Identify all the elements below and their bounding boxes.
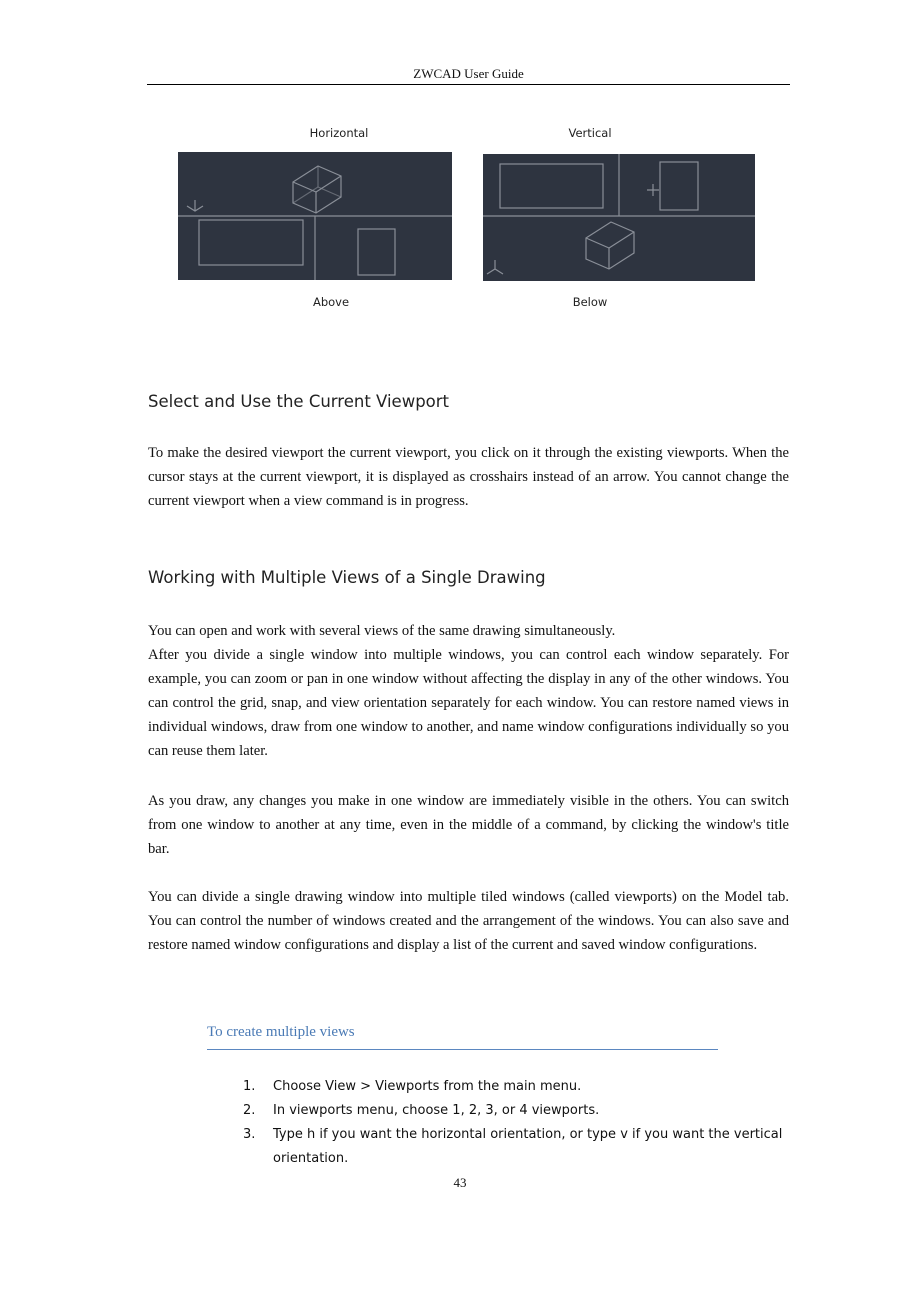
section-heading: Working with Multiple Views of a Single Drawing: [148, 568, 546, 587]
page-number: 43: [453, 1175, 467, 1190]
caption-horizontal: Horizontal: [309, 126, 369, 140]
paragraph: You can open and work with several views of the same drawing simultaneously.: [148, 623, 616, 639]
horizontal-viewports-image: [178, 152, 452, 280]
paragraph: To make the desired viewport the current viewport, you click on it through the existing viewports. When the cursor stays at the current viewport, it is displayed as crosshairs instead of an arrow. You cannot change the current viewport when a view command is in progress.: [148, 445, 789, 509]
step-text: Choose View > Viewports from the main menu.: [273, 1079, 582, 1094]
step: [230, 1075, 790, 1099]
procedure-title: To create multiple views: [207, 1024, 718, 1050]
step-number: 2.: [243, 1103, 256, 1118]
step-text: In viewports menu, choose 1, 2, 3, or 4 viewports.: [273, 1103, 600, 1118]
step: [230, 1123, 790, 1171]
step-number: 1.: [243, 1079, 256, 1094]
caption-above: Above: [312, 295, 350, 309]
step-text: Type h if you want the horizontal orientation, or type v if you want the vertical orientation.: [273, 1127, 783, 1166]
procedure-steps: [230, 1075, 790, 1171]
caption-vertical: Vertical: [568, 126, 612, 140]
vertical-viewports-image: [483, 154, 755, 281]
caption-below: Below: [572, 295, 608, 309]
step: [230, 1099, 790, 1123]
step-number: 3.: [243, 1127, 256, 1142]
section-heading: Select and Use the Current Viewport: [148, 392, 450, 411]
paragraph: After you divide a single window into multiple windows, you can control each window separately. For example, you can zoom or pan in one window without affecting the display in any of the other windows. You can control the grid, snap, and view orientation separately for each window. You can restore named views in individual windows, draw from one window to another, and name window configurations individually so you can reuse them later.: [148, 647, 789, 759]
paragraph: As you draw, any changes you make in one window are immediately visible in the others. You can switch from one window to another at any time, even in the middle of a command, by clicking the window's title bar.: [148, 793, 789, 857]
paragraph: You can divide a single drawing window into multiple tiled windows (called viewports) on the Model tab. You can control the number of windows created and the arrangement of the windows. You can also save and restore named window configurations and display a list of the current and saved window configurations.: [148, 889, 789, 953]
page-header: ZWCAD User Guide: [147, 66, 790, 85]
